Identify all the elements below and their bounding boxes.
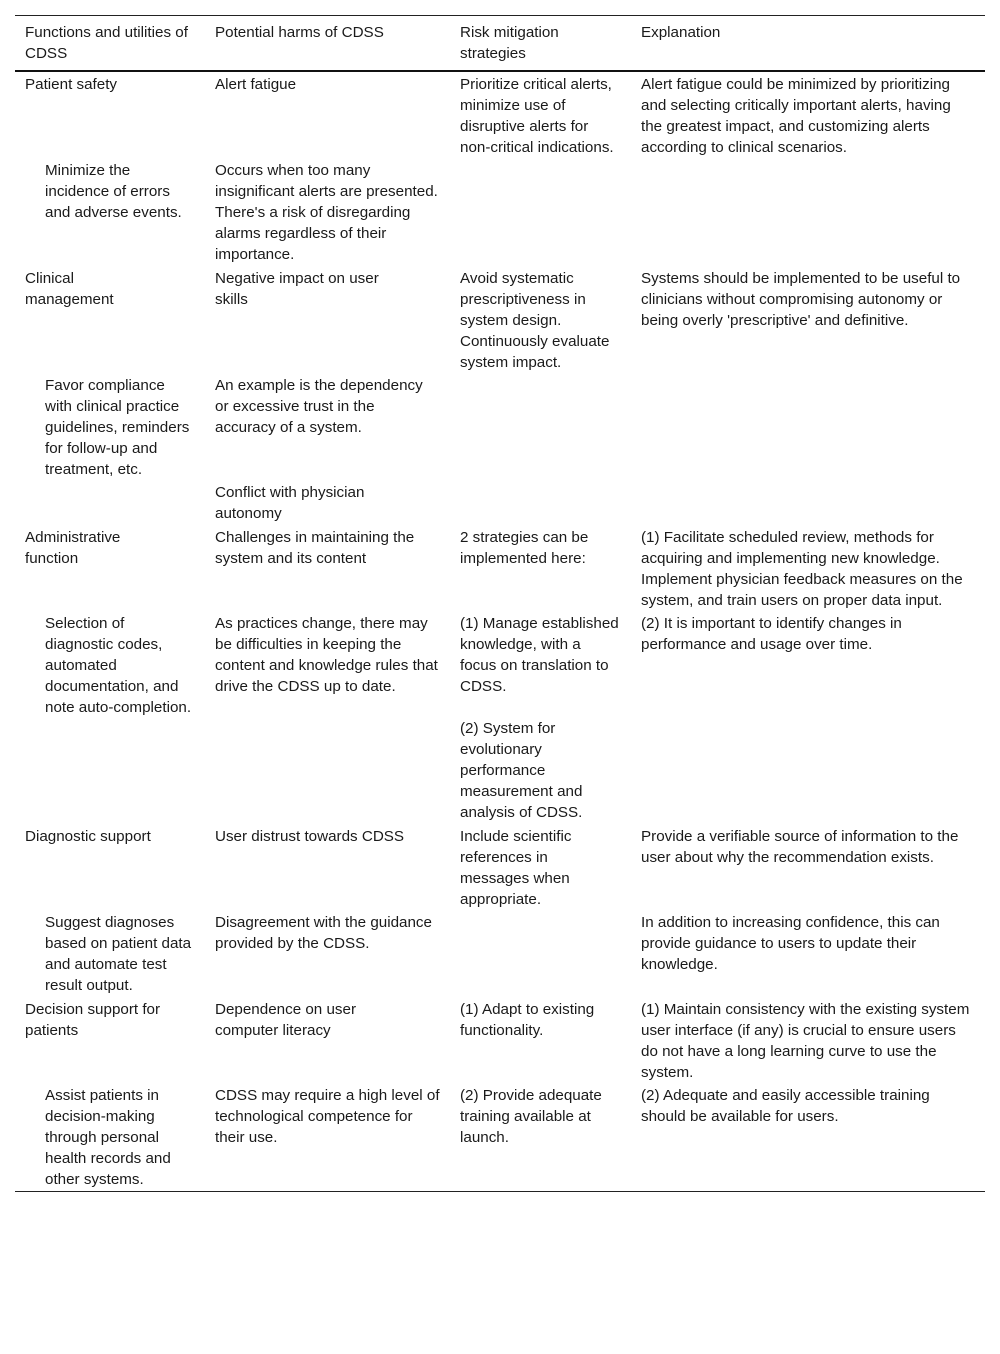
cell-function: Patient safety	[25, 76, 118, 93]
table-body	[15, 71, 985, 1191]
table-row	[15, 374, 985, 481]
cell-harm: Dependence on user computer literacy	[215, 1001, 357, 1039]
cell-harm: Alert fatigue	[215, 76, 297, 93]
cell-harm: CDSS may require a high level of technological competence for their use.	[215, 1087, 440, 1146]
cell-function	[15, 481, 205, 525]
cell-explanation: (2) Adequate and easily accessible training should be available for users.	[641, 1087, 930, 1125]
cell-strategy: Prioritize critical alerts, minimize use of disruptive alerts for non-critical indications.	[460, 76, 614, 156]
cell-function: Suggest diagnoses based on patient data and automate test result output.	[45, 914, 192, 994]
cell-explanation: Systems should be implemented to be useful to clinicians without compromising autonomy or being overly 'prescriptive' and definitive.	[641, 270, 961, 329]
cell-explanation: (1) Maintain consistency with the existing system user interface (if any) is crucial to ensure users do not have a long learning curve to use the system.	[641, 1001, 970, 1081]
table-row	[15, 481, 985, 525]
cell-strategy	[450, 911, 631, 997]
cell-strategy: (1) Adapt to existing functionality.	[460, 1001, 595, 1039]
cell-strategy: (2) Provide adequate training available at launch.	[460, 1087, 602, 1146]
table-bottom-rule	[15, 1191, 985, 1192]
cell-strategy: Avoid systematic prescriptiveness in system design. Continuously evaluate system impact.	[460, 270, 610, 371]
table-row	[15, 525, 985, 612]
header-strategies: Risk mitigation strategies	[460, 24, 559, 62]
cdss-table-container	[15, 15, 985, 1192]
table-row	[15, 997, 985, 1084]
cell-harm: Conflict with physician autonomy	[215, 484, 365, 522]
cell-explanation	[631, 481, 985, 525]
cell-explanation: Provide a verifiable source of information to the user about why the recommendation exists.	[641, 828, 959, 866]
table-header	[15, 16, 985, 72]
cell-strategy	[450, 159, 631, 266]
table-row	[15, 1084, 985, 1191]
paragraph-gap	[460, 697, 621, 718]
cell-harm: Negative impact on user skills	[215, 270, 379, 308]
header-functions: Functions and utilities of CDSS	[25, 24, 188, 62]
cell-function: Favor compliance with clinical practice guidelines, reminders for follow-up and treatment, etc.	[45, 377, 190, 478]
table-row	[15, 159, 985, 266]
cell-strategy: 2 strategies can be implemented here:	[460, 529, 589, 567]
header-explanation: Explanation	[641, 24, 721, 41]
table-row	[15, 71, 985, 159]
cell-function: Decision support for patients	[25, 1001, 161, 1039]
cell-strategy: Include scientific references in messages when appropriate.	[460, 828, 572, 908]
header-harms: Potential harms of CDSS	[215, 24, 384, 41]
cell-explanation: (2) It is important to identify changes in performance and usage over time.	[641, 615, 902, 653]
cell-function: Diagnostic support	[25, 828, 151, 845]
cell-harm: As practices change, there may be difficulties in keeping the content and knowledge rules that drive the CDSS up to date.	[215, 615, 438, 695]
table-row	[15, 824, 985, 911]
cell-harm: Challenges in maintaining the system and its content	[215, 529, 415, 567]
cell-explanation: In addition to increasing confidence, this can provide guidance to users to update their knowledge.	[641, 914, 940, 973]
cell-function: Minimize the incidence of errors and adverse events.	[45, 162, 182, 221]
table-row	[15, 612, 985, 824]
cell-function: Selection of diagnostic codes, automated documentation, and note auto-completion.	[45, 615, 192, 716]
table-row	[15, 266, 985, 374]
header-row	[15, 16, 985, 72]
cdss-risk-table	[15, 15, 985, 1191]
strategy-part-2: (2) System for evolutionary performance measurement and analysis of CDSS.	[460, 720, 583, 821]
cell-function: Administrative function	[25, 529, 121, 567]
cell-harm: Disagreement with the guidance provided by the CDSS.	[215, 914, 432, 952]
cell-function: Assist patients in decision-making through personal health records and other systems.	[45, 1087, 171, 1188]
cell-harm: An example is the dependency or excessive trust in the accuracy of a system.	[215, 377, 423, 436]
cell-harm: User distrust towards CDSS	[215, 828, 405, 845]
cell-explanation: (1) Facilitate scheduled review, methods for acquiring and implementing new knowledge. Implement physician feedback measures on the system, and train users on proper data input.	[641, 529, 963, 609]
cell-explanation: Alert fatigue could be minimized by prioritizing and selecting critically important alerts, having the greatest impact, and customizing alerts according to clinical scenarios.	[641, 76, 951, 156]
cell-harm: Occurs when too many insignificant alerts are presented. There's a risk of disregarding alarms regardless of their importance.	[215, 162, 438, 263]
table-row	[15, 911, 985, 997]
cell-explanation	[631, 374, 985, 481]
cell-function: Clinical management	[25, 270, 114, 308]
cell-strategy	[450, 374, 631, 481]
strategy-part-1: (1) Manage established knowledge, with a focus on translation to CDSS.	[460, 615, 619, 695]
cell-strategy	[450, 612, 631, 824]
cell-explanation	[631, 159, 985, 266]
cell-strategy	[450, 481, 631, 525]
